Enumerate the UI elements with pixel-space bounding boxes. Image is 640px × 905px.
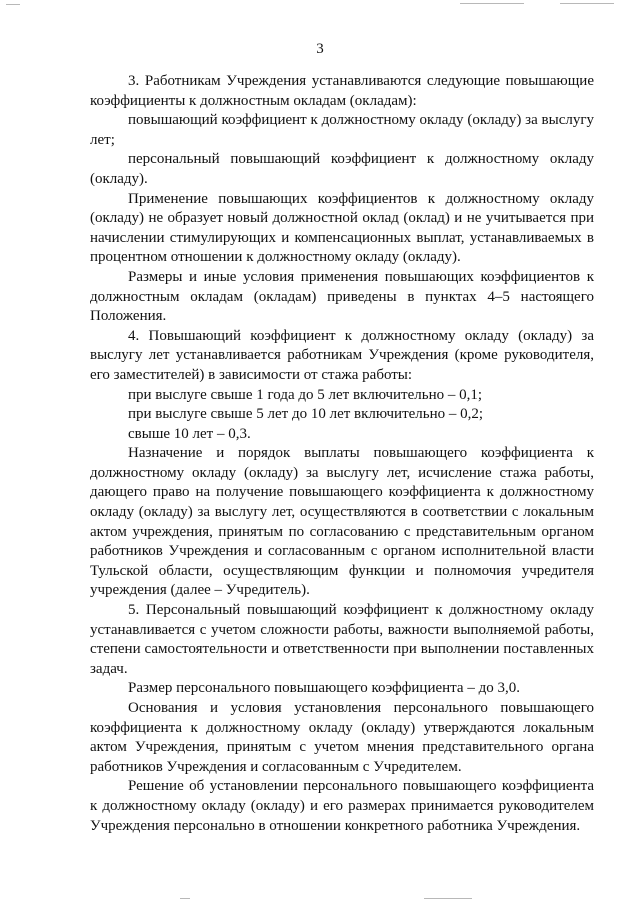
list-item: при выслуге свыше 1 года до 5 лет включительно – 0,1; (128, 386, 483, 403)
scan-artifact (180, 898, 190, 899)
paragraph: Решение об установлении персонального повышающего коэффициента к должностному окладу (окладу) и его размерах принимается руководителем Учреждения персонально в отношении конкретного работника Учреждения. (90, 778, 594, 834)
paragraph-clause-4: 4. Повышающий коэффициент к должностному окладу (окладу) за выслугу лет устанавливается работникам Учреждения (кроме руководителя, его заместителей) в зависимости от стажа работы: (90, 327, 594, 383)
paragraph: Размеры и иные условия применения повышающих коэффициентов к должностным окладам (окладам) приведены в пунктах 4–5 настоящего Положения. (90, 268, 594, 325)
scan-artifact (560, 3, 614, 4)
paragraph-clause-5: 5. Персональный повышающий коэффициент к должностному окладу устанавливается с учетом сложности работы, важности выполняемой работы, степени самостоятельности и ответственности при выполнении поставленных задач. (90, 602, 594, 677)
paragraph: Основания и условия установления персонального повышающего коэффициента к должностному окладу (окладу) утверждаются локальным актом Учреждения, принятым с учетом мнения представительного органа работников Учреждения и согласованным с Учредителем. (90, 700, 594, 775)
list-item: свыше 10 лет – 0,3. (128, 425, 251, 442)
scan-artifact (424, 898, 472, 899)
list-item: при выслуге свыше 5 лет до 10 лет включительно – 0,2; (128, 406, 484, 423)
paragraph: Назначение и порядок выплаты повышающего коэффициента к должностному окладу (окладу) за выслугу лет, исчисление стажа работы, дающего право на получение повышающего коэффициента к должностному окладу (окладу) за выслугу лет, осуществляются в соответствии с локальным актом учреждения, принятым по согласованию с представительным органом работников Учреждения и согласованным с органом исполнительной власти Тульской области, осуществляющим функции и полномочия учредителя учреждения (далее – Учредитель). (90, 445, 594, 599)
list-item: повышающий коэффициент к должностному окладу (окладу) за выслугу лет; (90, 112, 594, 148)
scan-artifact (460, 3, 524, 4)
document-body (90, 72, 594, 836)
scan-artifact (6, 4, 20, 5)
list-item: персональный повышающий коэффициент к должностному окладу (окладу). (90, 151, 594, 187)
paragraph: Применение повышающих коэффициентов к должностному окладу (окладу) не образует новый должностной оклад (оклад) и не учитывается при начислении стимулирующих и компенсационных выплат, устанавливаемых в процентном отношении к должностному окладу (окладу). (90, 190, 594, 266)
paragraph-clause-3: 3. Работникам Учреждения устанавливаются следующие повышающие коэффициенты к должностным окладам (окладам): (90, 73, 594, 109)
paragraph: Размер персонального повышающего коэффициента – до 3,0. (128, 680, 520, 697)
page-number: 3 (316, 41, 324, 57)
